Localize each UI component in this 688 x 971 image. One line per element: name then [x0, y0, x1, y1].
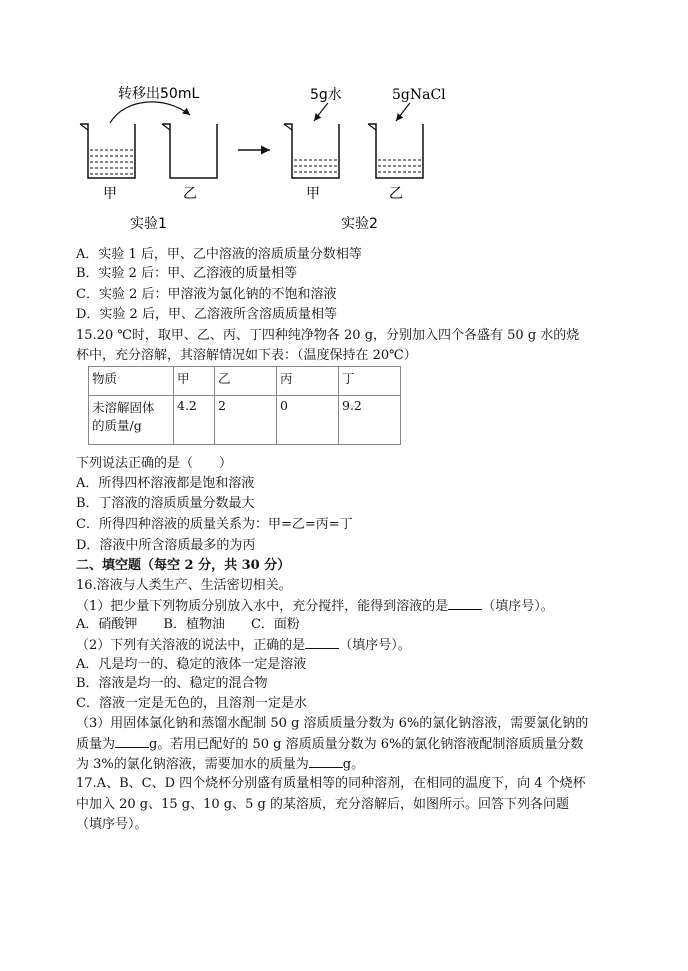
q15-table [88, 366, 401, 445]
q16-part3-text2: g。若用已配好的 50 g 溶质质量分数为 6%的氯化钠溶液配制溶质质量分数 [149, 737, 584, 752]
q15-question: 下列说法正确的是（ ） [76, 456, 233, 471]
q17-line2: 中加入 20 g、15 g、10 g、5 g 的某溶质，充分溶解后，如图所示。回答下列各问题 [76, 797, 569, 812]
q15-option-c: C．所得四种溶液的质量关系为：甲=乙=丙=丁 [76, 517, 353, 532]
q16-part3-text3: 为 3%的氯化钠溶液，需要加水的质量为 [76, 757, 309, 772]
table-cell: 0 [277, 396, 339, 445]
table-header-cell: 物质 [89, 367, 174, 396]
q15-option-b: B．丁溶液的溶质质量分数最大 [76, 496, 255, 511]
experiment-figure [0, 0, 688, 240]
q16-part2-option-b: B．溶液是均一的、稳定的混合物 [76, 676, 268, 691]
q16-part1-text: （1）把少量下列物质分别放入水中，充分搅拌，能得到溶液的是 [76, 599, 449, 614]
beaker-jia-exp2 [284, 124, 339, 178]
q16-part2-option-c: C．溶液一定是无色的，且溶剂一定是水 [76, 696, 307, 711]
q16-part2-option-a: A．凡是均一的、稳定的液体一定是溶液 [76, 657, 307, 672]
beaker-label-jia-2: 甲 [306, 186, 320, 202]
beaker-jia-exp1 [80, 124, 135, 178]
q17-line3: （填序号）。 [76, 817, 148, 832]
q14-option-a: A．实验 1 后，甲、乙中溶液的溶质质量分数相等 [76, 247, 362, 262]
answer-blank[interactable] [309, 755, 343, 768]
q16-intro: 16.溶液与人类生产、生活密切相关。 [76, 578, 292, 593]
table-row-label [89, 396, 174, 445]
nacl-add-arrow [396, 103, 410, 121]
experiment1-label: 实验1 [130, 216, 167, 232]
q16-part2 [76, 636, 411, 655]
q14-option-b: B．实验 2 后：甲、乙溶液的质量相等 [76, 266, 298, 281]
q16-part3-line3 [76, 755, 364, 774]
beaker-label-yi-2: 乙 [389, 186, 403, 202]
transfer-label: 转移出50mL [118, 86, 200, 102]
table-cell: 2 [215, 396, 277, 445]
q15-option-d: D．溶液中所含溶质最多的为丙 [76, 538, 256, 553]
answer-blank[interactable] [448, 597, 482, 610]
table-header-cell: 乙 [215, 367, 277, 396]
section2-title: 二、填空题（每空 2 分，共 30 分） [76, 558, 291, 573]
q16-part3-tail: g。 [342, 757, 365, 772]
transfer-arrow [110, 102, 190, 123]
table-header-row [89, 367, 401, 396]
q15-option-a: A．所得四杯溶液都是饱和溶液 [76, 476, 255, 491]
q17-line1: 17.A、B、C、D 四个烧杯分别盛有质量相等的同种溶剂，在相同的温度下，向 4 个烧杯 [76, 776, 586, 791]
beaker-yi-exp2 [368, 124, 423, 178]
table-header-cell: 甲 [174, 367, 215, 396]
table-row [89, 396, 401, 445]
q16-part2-text: （2）下列有关溶液的说法中，正确的是 [76, 638, 306, 653]
water-label: 5g水 [310, 87, 342, 103]
table-cell: 9.2 [339, 396, 401, 445]
beaker-yi-exp1 [162, 124, 217, 178]
beaker-label-yi-1: 乙 [183, 186, 197, 202]
table-cell: 4.2 [174, 396, 215, 445]
table-header-cell: 丁 [339, 367, 401, 396]
table-header-cell: 丙 [277, 367, 339, 396]
q16-part1-tail: （填序号）。 [482, 599, 554, 614]
row-label-line2: 的质量/g [92, 418, 142, 433]
experiment2-label: 实验2 [341, 216, 378, 232]
q16-part1 [76, 597, 554, 616]
q14-option-c: C．实验 2 后：甲溶液为氯化钠的不饱和溶液 [76, 287, 337, 302]
answer-blank[interactable] [305, 636, 339, 649]
answer-blank[interactable] [115, 735, 149, 748]
q16-part3-line2 [76, 735, 583, 754]
q16-part2-tail: （填序号）。 [339, 638, 411, 653]
q15-stem-line1: 15.20 ℃时，取甲、乙、丙、丁四种纯净物各 20 g，分别加入四个各盛有 50 g 水的烧 [76, 328, 580, 343]
water-add-arrow [314, 103, 328, 121]
q16-part3-line1: （3）用固体氯化钠和蒸馏水配制 50 g 溶质质量分数为 6%的氯化钠溶液，需要氯化钠的 [76, 716, 589, 731]
beaker-label-jia-1: 甲 [103, 186, 117, 202]
q15-stem-line2: 杯中，充分溶解，其溶解情况如下表：（温度保持在 20℃） [76, 348, 417, 363]
q14-option-d: D．实验 2 后，甲、乙溶液所含溶质质量相等 [76, 307, 337, 322]
nacl-label: 5gNaCl [392, 87, 446, 103]
q16-part1-options: A．硝酸钾 B．植物油 C．面粉 [76, 617, 300, 632]
q16-part3-text: 质量为 [76, 737, 116, 752]
row-label-line1: 未溶解固体 [92, 400, 155, 415]
